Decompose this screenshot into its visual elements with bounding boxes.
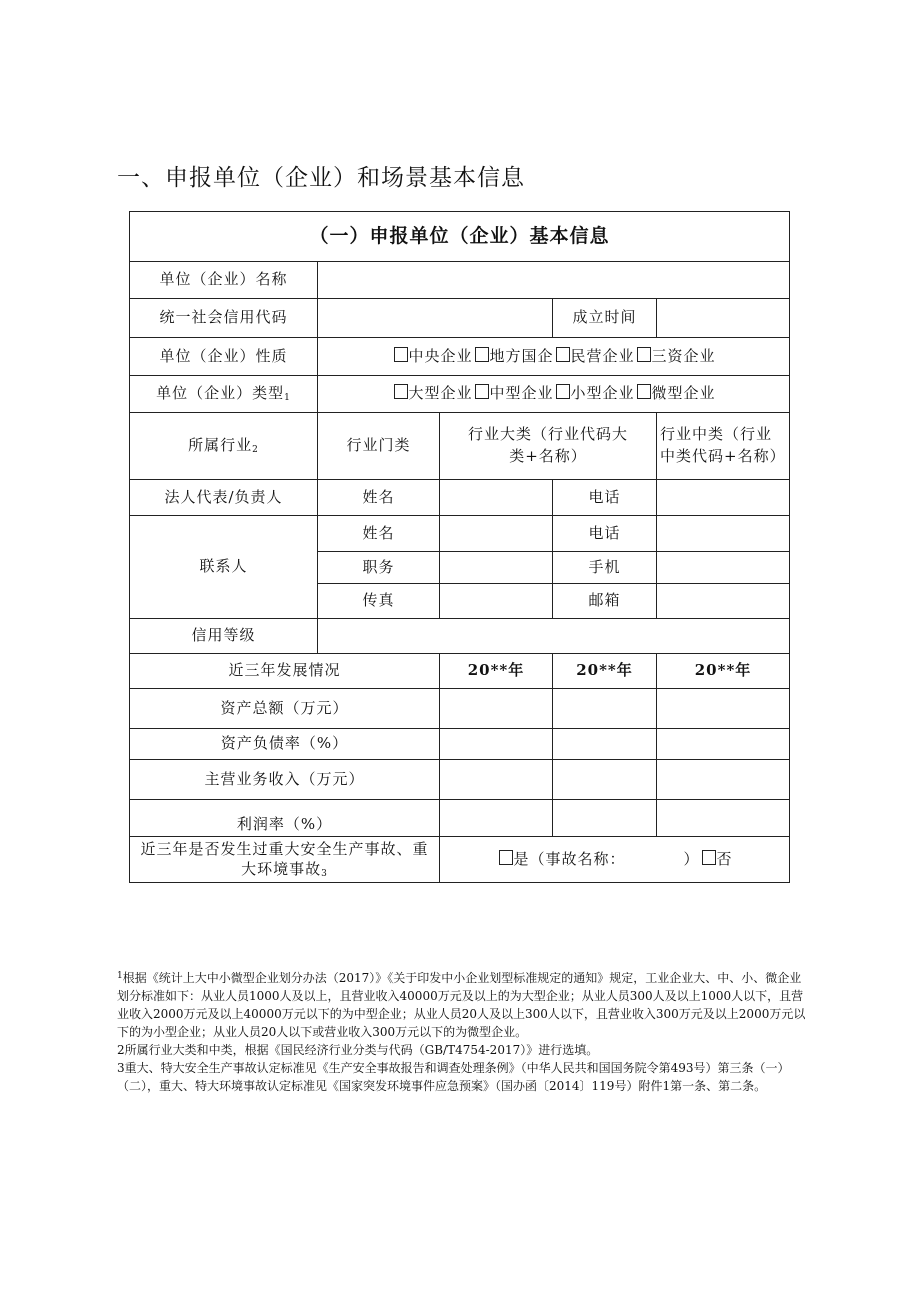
industry-middle: 行业中类（行业中类代码+名称） — [657, 413, 790, 480]
contact-fax-label: 传真 — [318, 584, 440, 619]
legal-rep-name-label: 姓名 — [318, 480, 440, 516]
footnote-ref-3: 3 — [321, 869, 328, 880]
footnote-1 — [117, 969, 807, 1041]
contact-mobile-label: 手机 — [553, 552, 657, 584]
industry-label-cell — [130, 413, 318, 480]
accident-options — [440, 837, 790, 883]
name-label: 单位（企业）名称 — [130, 262, 318, 299]
checkbox-foreign[interactable] — [637, 347, 651, 362]
debt-ratio-label: 资产负债率（%） — [130, 729, 440, 760]
footnote-1-text: 根据《统计上大中小微型企业划分办法（2017）》《关于印发中小企业划型标准规定的通知》规定，工业企业大、中、小、微企业划分标准如下：从业人员1000人及以上，且营业收入40000万元及以上的为大型企业；从业人员300人及以上1000人以下，且营业收入2000万元及以上40000万元以下的为中型企业；从业人员20人及以上300人以下，且营业收入300万元及以上2000万元以下的为小型企业；从业人员20人以下或营业收入300万元以下的为微型企业。 — [117, 971, 806, 1039]
credit-code-label: 统一社会信用代码 — [130, 299, 318, 338]
total-assets-y1[interactable] — [440, 689, 553, 729]
option-private: 民营企业 — [570, 346, 635, 365]
footnote-ref-2: 2 — [252, 444, 259, 455]
checkbox-micro[interactable] — [637, 384, 651, 399]
dev-label: 近三年发展情况 — [130, 654, 440, 689]
option-local-soe: 地方国企 — [489, 346, 554, 365]
contact-email-label: 邮箱 — [553, 584, 657, 619]
total-assets-y3[interactable] — [657, 689, 790, 729]
legal-rep-label: 法人代表/负责人 — [130, 480, 318, 516]
founded-label: 成立时间 — [553, 299, 657, 338]
legal-rep-name-value[interactable] — [440, 480, 553, 516]
profit-rate-label: 利润率（%） — [130, 800, 440, 837]
industry-label: 所属行业 — [188, 435, 253, 454]
profit-rate-y1[interactable] — [440, 800, 553, 837]
contact-position-label: 职务 — [318, 552, 440, 584]
legal-rep-phone-value[interactable] — [657, 480, 790, 516]
total-assets-label: 资产总额（万元） — [130, 689, 440, 729]
checkbox-accident-no[interactable] — [702, 850, 716, 865]
checkbox-private[interactable] — [556, 347, 570, 362]
debt-ratio-y3[interactable] — [657, 729, 790, 760]
checkbox-accident-yes[interactable] — [499, 850, 513, 865]
type-label: 单位（企业）类型 — [156, 383, 285, 402]
revenue-label: 主营业务收入（万元） — [130, 760, 440, 800]
type-options — [318, 376, 790, 413]
founded-value[interactable] — [657, 299, 790, 338]
contact-fax-value[interactable] — [440, 584, 553, 619]
checkbox-local-soe[interactable] — [475, 347, 489, 362]
revenue-y1[interactable] — [440, 760, 553, 800]
contact-name-value[interactable] — [440, 516, 553, 552]
credit-rating-value[interactable] — [318, 619, 790, 654]
year-1: 20**年 — [440, 654, 553, 689]
option-large: 大型企业 — [408, 384, 473, 403]
revenue-y3[interactable] — [657, 760, 790, 800]
contact-mobile-value[interactable] — [657, 552, 790, 584]
nature-label: 单位（企业）性质 — [130, 338, 318, 376]
option-small: 小型企业 — [570, 384, 635, 403]
section-heading: 一、申报单位（企业）和场景基本信息 — [117, 165, 525, 191]
debt-ratio-y1[interactable] — [440, 729, 553, 760]
option-micro: 微型企业 — [651, 384, 716, 403]
debt-ratio-y2[interactable] — [553, 729, 657, 760]
accident-close-paren: ） — [683, 849, 700, 868]
legal-rep-phone-label: 电话 — [553, 480, 657, 516]
contact-name-label: 姓名 — [318, 516, 440, 552]
year-3: 20**年 — [657, 654, 790, 689]
contact-label: 联系人 — [130, 516, 318, 619]
nature-options — [318, 338, 790, 376]
contact-position-value[interactable] — [440, 552, 553, 584]
contact-email-value[interactable] — [657, 584, 790, 619]
checkbox-medium[interactable] — [475, 384, 489, 399]
year-2: 20**年 — [553, 654, 657, 689]
enterprise-info-table — [129, 211, 790, 883]
table-title: （一）申报单位（企业）基本信息 — [130, 212, 790, 262]
name-value[interactable] — [318, 262, 790, 299]
total-assets-y2[interactable] — [553, 689, 657, 729]
option-foreign: 三资企业 — [651, 346, 716, 365]
checkbox-central[interactable] — [394, 347, 408, 362]
profit-rate-y3[interactable] — [657, 800, 790, 837]
accident-yes-label: 是（事故名称： — [513, 849, 626, 868]
revenue-y2[interactable] — [553, 760, 657, 800]
contact-phone-label: 电话 — [553, 516, 657, 552]
accident-label: 近三年是否发生过重大安全生产事故、重大环境事故 — [140, 839, 429, 879]
footnotes — [117, 969, 807, 1095]
industry-gate: 行业门类 — [318, 413, 440, 480]
accident-label-cell — [130, 837, 440, 883]
profit-rate-y2[interactable] — [553, 800, 657, 837]
footnote-3: 3重大、特大安全生产事故认定标准见《生产安全事故报告和调查处理条例》（中华人民共和国国务院令第493号）第三条（一）（二），重大、特大环境事故认定标准见《国家突发环境事件应急预案》（国办函〔2014〕119号）附件1第一条、第二条。 — [117, 1061, 790, 1093]
option-central: 中央企业 — [408, 346, 473, 365]
footnote-1-mark: 1 — [117, 971, 123, 981]
checkbox-large[interactable] — [394, 384, 408, 399]
checkbox-small[interactable] — [556, 384, 570, 399]
footnote-2: 2所属行业大类和中类，根据《国民经济行业分类与代码（GB/T4754-2017）》进行选填。 — [117, 1043, 599, 1057]
industry-major: 行业大类（行业代码大类+名称） — [440, 413, 657, 480]
option-medium: 中型企业 — [489, 384, 554, 403]
footnote-ref-1: 1 — [284, 392, 291, 403]
accident-no-label: 否 — [716, 849, 733, 868]
credit-rating-label: 信用等级 — [130, 619, 318, 654]
credit-code-value[interactable] — [318, 299, 553, 338]
contact-phone-value[interactable] — [657, 516, 790, 552]
type-label-cell — [130, 376, 318, 413]
